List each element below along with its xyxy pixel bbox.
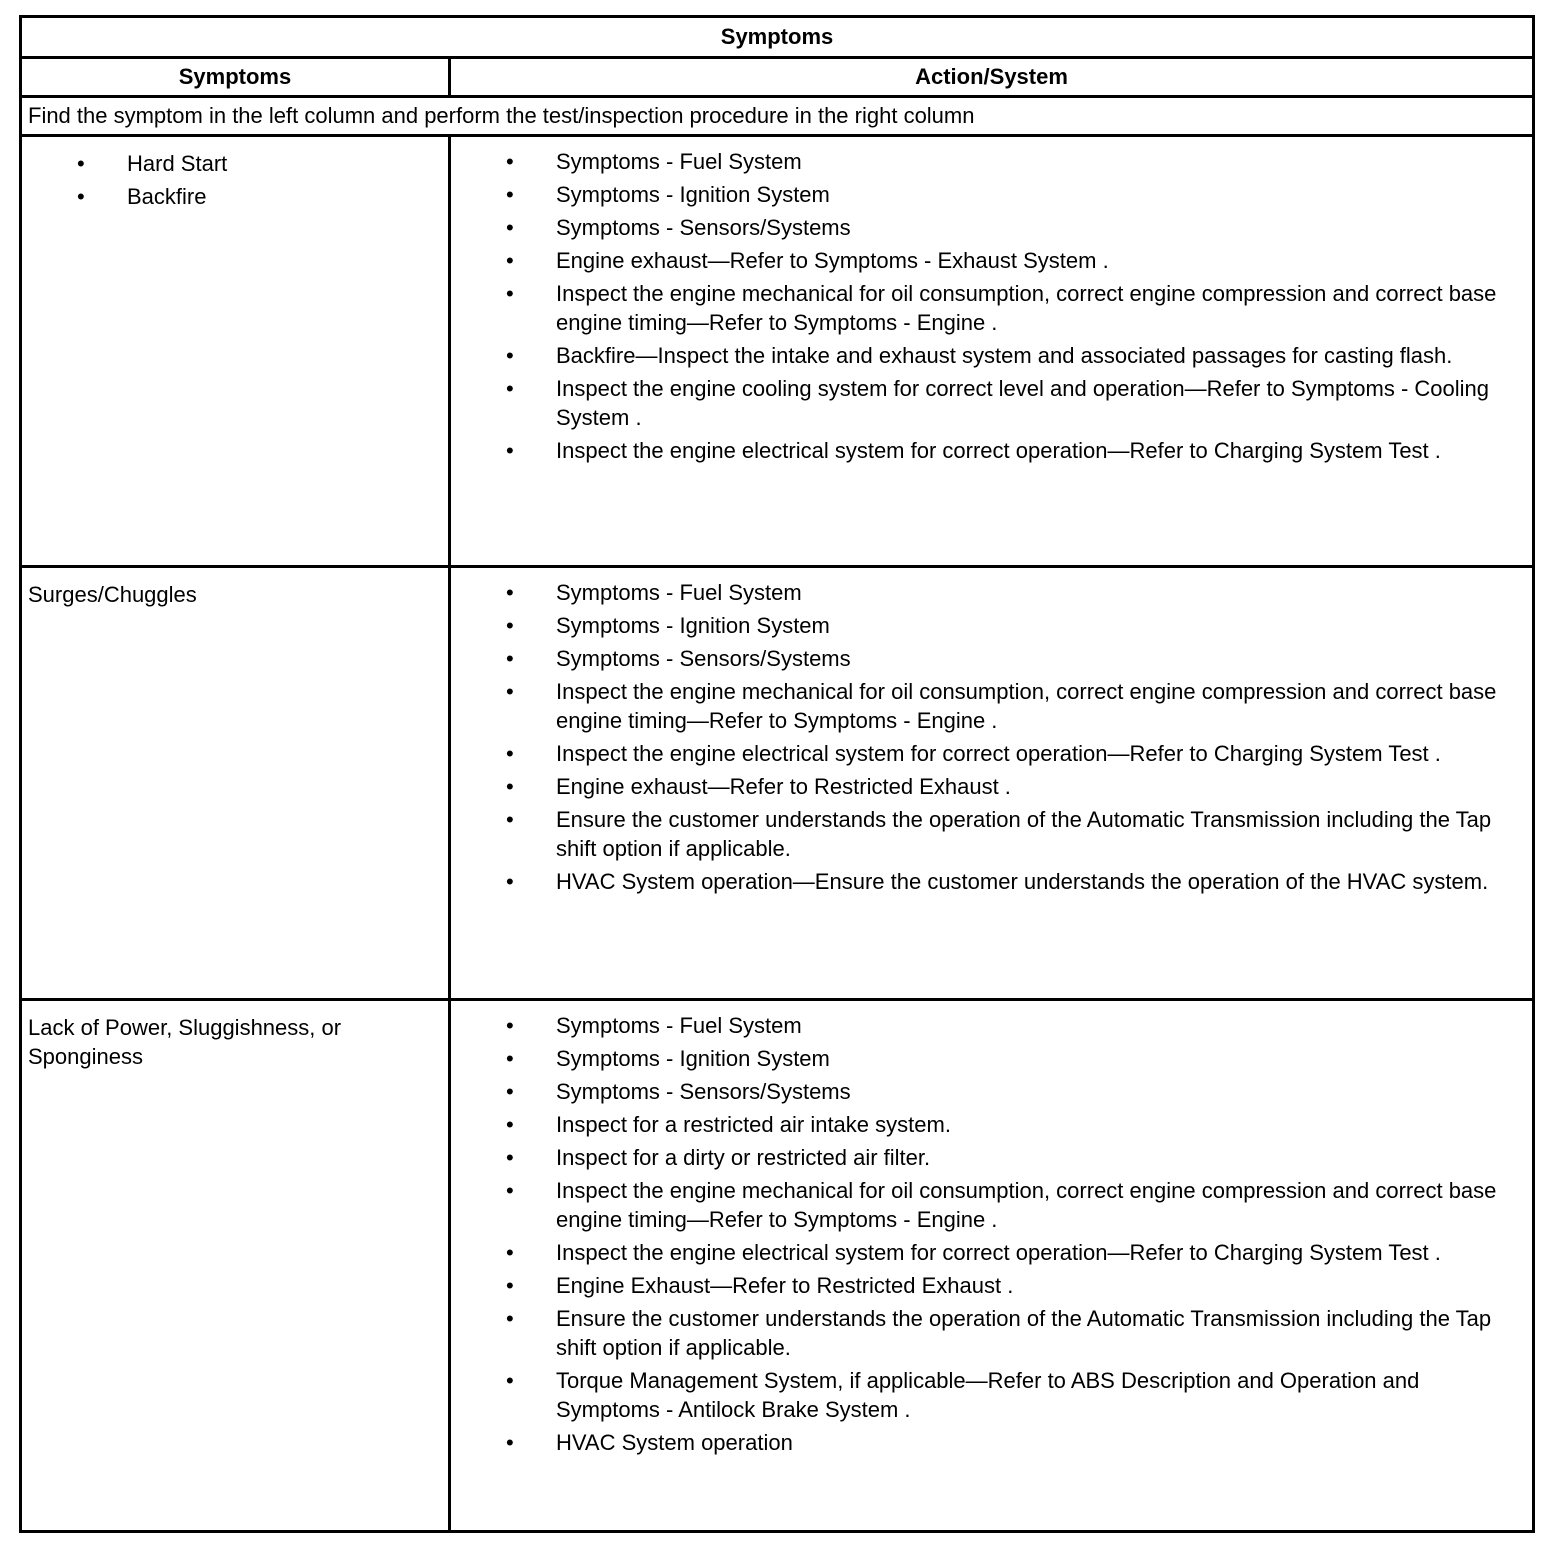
- bullet-icon: •: [506, 741, 514, 766]
- bullet-icon: •: [506, 182, 514, 207]
- action-list: [451, 578, 1526, 896]
- list-item: [451, 1428, 1526, 1457]
- action-text: Inspect the engine electrical system for correct operation—Refer to Charging System Test .: [556, 741, 1441, 766]
- list-item: [451, 279, 1526, 337]
- bullet-icon: •: [506, 580, 514, 605]
- bullet-icon: •: [506, 1306, 514, 1331]
- bullet-icon: •: [506, 248, 514, 273]
- list-item: [451, 1143, 1526, 1172]
- action-text: Symptoms - Fuel System: [556, 149, 802, 174]
- bullet-icon: •: [506, 613, 514, 638]
- list-item: [28, 182, 442, 211]
- action-cell: [450, 136, 1534, 567]
- list-item: [451, 1077, 1526, 1106]
- list-item: [451, 341, 1526, 370]
- bullet-icon: •: [506, 215, 514, 240]
- instruction-row: [21, 97, 1534, 136]
- table-row: [21, 567, 1534, 1000]
- action-text: Symptoms - Ignition System: [556, 613, 830, 638]
- action-cell: [450, 567, 1534, 1000]
- action-text: Inspect the engine mechanical for oil consumption, correct engine compression and correct base engine timing—Refer to Symptoms - Engine .: [556, 679, 1497, 733]
- action-text: Symptoms - Sensors/Systems: [556, 646, 851, 671]
- list-item: [451, 677, 1526, 735]
- list-item: [451, 805, 1526, 863]
- list-item: [451, 644, 1526, 673]
- action-text: Backfire—Inspect the intake and exhaust system and associated passages for casting flash.: [556, 343, 1453, 368]
- list-item: [451, 739, 1526, 768]
- bullet-icon: •: [506, 774, 514, 799]
- table-row: [21, 136, 1534, 567]
- action-text: Inspect for a restricted air intake system.: [556, 1112, 951, 1137]
- title-row: [21, 17, 1534, 58]
- action-text: Inspect for a dirty or restricted air filter.: [556, 1145, 931, 1170]
- bullet-icon: •: [506, 646, 514, 671]
- action-text: Engine exhaust—Refer to Restricted Exhaust .: [556, 774, 1011, 799]
- symptom-list: [28, 149, 442, 211]
- bullet-icon: •: [506, 281, 514, 306]
- symptoms-table: [19, 15, 1535, 1533]
- action-text: Inspect the engine mechanical for oil consumption, correct engine compression and correct base engine timing—Refer to Symptoms - Engine .: [556, 1178, 1497, 1232]
- bullet-icon: •: [506, 1430, 514, 1455]
- list-item: [451, 578, 1526, 607]
- action-text: Ensure the customer understands the operation of the Automatic Transmission including the Tap shift option if applicable.: [556, 1306, 1492, 1360]
- action-text: Torque Management System, if applicable—Refer to ABS Description and Operation and Symptoms - Antilock Brake System .: [556, 1368, 1420, 1422]
- list-item: [451, 1011, 1526, 1040]
- list-item: [451, 213, 1526, 242]
- list-item: [451, 611, 1526, 640]
- action-text: Symptoms - Ignition System: [556, 182, 830, 207]
- bullet-icon: •: [77, 184, 85, 209]
- list-item: [451, 246, 1526, 275]
- bullet-icon: •: [506, 376, 514, 401]
- list-item: [451, 867, 1526, 896]
- action-cell: [450, 1000, 1534, 1532]
- list-item: [451, 1304, 1526, 1362]
- action-text: Engine exhaust—Refer to Symptoms - Exhaust System .: [556, 248, 1109, 273]
- list-item: [451, 374, 1526, 432]
- action-text: Symptoms - Ignition System: [556, 1046, 830, 1071]
- list-item: [451, 147, 1526, 176]
- action-text: Symptoms - Fuel System: [556, 1013, 802, 1038]
- action-text: Inspect the engine mechanical for oil consumption, correct engine compression and correct base engine timing—Refer to Symptoms - Engine .: [556, 281, 1497, 335]
- bullet-icon: •: [506, 438, 514, 463]
- header-row: [21, 58, 1534, 97]
- symptom-cell: Lack of Power, Sluggishness, or Sponginess: [21, 1000, 450, 1532]
- list-item: [451, 436, 1526, 465]
- bullet-icon: •: [77, 151, 85, 176]
- bullet-icon: •: [506, 869, 514, 894]
- list-item: [28, 149, 442, 178]
- bullet-icon: •: [506, 1240, 514, 1265]
- list-item: [451, 1271, 1526, 1300]
- bullet-icon: •: [506, 149, 514, 174]
- bullet-icon: •: [506, 1046, 514, 1071]
- bullet-icon: •: [506, 1273, 514, 1298]
- symptom-text: Hard Start: [127, 151, 228, 176]
- action-text: Inspect the engine cooling system for correct level and operation—Refer to Symptoms - Cooling System .: [556, 376, 1490, 430]
- table-row: [21, 1000, 1534, 1532]
- list-item: [451, 180, 1526, 209]
- symptom-cell: [21, 136, 450, 567]
- action-text: Symptoms - Sensors/Systems: [556, 1079, 851, 1104]
- bullet-icon: •: [506, 343, 514, 368]
- action-list: [451, 147, 1526, 465]
- action-list: [451, 1011, 1526, 1457]
- bullet-icon: •: [506, 1079, 514, 1104]
- bullet-icon: •: [506, 1145, 514, 1170]
- table-title: Symptoms: [21, 17, 1534, 58]
- action-text: Ensure the customer understands the operation of the Automatic Transmission including the Tap shift option if applicable.: [556, 807, 1492, 861]
- action-text: HVAC System operation: [556, 1430, 793, 1455]
- list-item: [451, 1238, 1526, 1267]
- list-item: [451, 1176, 1526, 1234]
- action-text: Inspect the engine electrical system for correct operation—Refer to Charging System Test .: [556, 1240, 1441, 1265]
- action-text: HVAC System operation—Ensure the customer understands the operation of the HVAC system.: [556, 869, 1489, 894]
- list-item: [451, 1110, 1526, 1139]
- symptom-text: Backfire: [127, 184, 207, 209]
- bullet-icon: •: [506, 1112, 514, 1137]
- column-header-symptoms: Symptoms: [21, 58, 450, 97]
- bullet-icon: •: [506, 1013, 514, 1038]
- action-text: Symptoms - Fuel System: [556, 580, 802, 605]
- bullet-icon: •: [506, 1368, 514, 1393]
- bullet-icon: •: [506, 807, 514, 832]
- bullet-icon: •: [506, 1178, 514, 1203]
- bullet-icon: •: [506, 679, 514, 704]
- list-item: [451, 1366, 1526, 1424]
- action-text: Symptoms - Sensors/Systems: [556, 215, 851, 240]
- action-text: Inspect the engine electrical system for correct operation—Refer to Charging System Test .: [556, 438, 1441, 463]
- action-text: Engine Exhaust—Refer to Restricted Exhaust .: [556, 1273, 1014, 1298]
- list-item: [451, 1044, 1526, 1073]
- column-header-action: Action/System: [450, 58, 1534, 97]
- symptom-cell: Surges/Chuggles: [21, 567, 450, 1000]
- instruction-text: Find the symptom in the left column and perform the test/inspection procedure in the right column: [21, 97, 1534, 136]
- list-item: [451, 772, 1526, 801]
